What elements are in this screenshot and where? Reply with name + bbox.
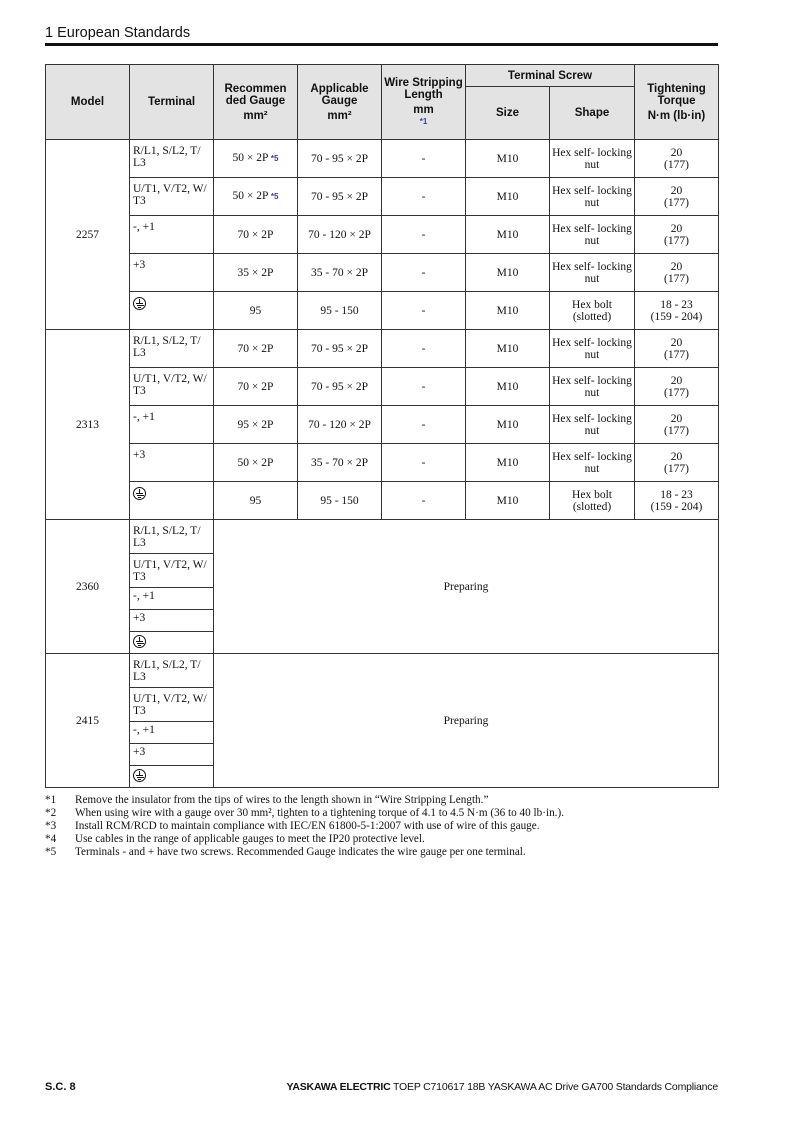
table-row: U/T1, V/T2, W/ T3	[46, 688, 719, 722]
table-row: U/T1, V/T2, W/ T3	[46, 554, 719, 588]
ground-icon	[133, 635, 146, 648]
preparing-status: Preparing	[214, 520, 719, 654]
model-cell: 2313	[46, 330, 130, 520]
col-applicable-gauge: Applicable Gauge mm²	[298, 65, 382, 140]
table-row: 2415 R/L1, S/L2, T/ L3 Preparing	[46, 654, 719, 688]
col-model: Model	[46, 65, 130, 140]
col-torque: Tightening Torque N·m (lb·in)	[635, 65, 719, 140]
table-row: +3	[46, 610, 719, 632]
table-row: 95 95 - 150 - M10 Hex bolt (slotted) 18 - 23 (159 - 204)	[46, 482, 719, 520]
page-number: S.C. 8	[45, 1081, 76, 1093]
table-row: -, +1 70 × 2P 70 - 120 × 2P - M10 Hex self- locking nut 20 (177)	[46, 216, 719, 254]
section-title: 1 European Standards	[45, 25, 191, 41]
terminal-spec-table	[45, 64, 719, 788]
header-rule	[45, 43, 718, 46]
table-row: 2257 R/L1, S/L2, T/ L3 50 × 2P *5 70 - 95 × 2P - M10 Hex self- locking nut 20 (177)	[46, 140, 719, 178]
col-size: Size	[466, 87, 550, 140]
ground-icon	[133, 297, 146, 310]
footnote-ref: *5	[270, 154, 279, 163]
table-row: -, +1 95 × 2P 70 - 120 × 2P - M10 Hex self- locking nut 20 (177)	[46, 406, 719, 444]
col-terminal-screw: Terminal Screw	[466, 65, 635, 87]
footnote: *4 Use cables in the range of applicable gauges to meet the IP20 protective level.	[45, 833, 425, 845]
footnote-ref: *1	[419, 116, 428, 126]
table-row: 2313 R/L1, S/L2, T/ L3 70 × 2P 70 - 95 × 2P - M10 Hex self- locking nut 20 (177)	[46, 330, 719, 368]
model-cell: 2415	[46, 654, 130, 788]
table-row: U/T1, V/T2, W/ T3 50 × 2P *5 70 - 95 × 2P - M10 Hex self- locking nut 20 (177)	[46, 178, 719, 216]
table-row: U/T1, V/T2, W/ T3 70 × 2P 70 - 95 × 2P - M10 Hex self- locking nut 20 (177)	[46, 368, 719, 406]
table-row: 95 95 - 150 - M10 Hex bolt (slotted) 18 - 23 (159 - 204)	[46, 292, 719, 330]
footer-doc-info	[287, 1081, 718, 1093]
footnote: *2 When using wire with a gauge over 30 mm², tighten to a tightening torque of 4.1 to 4.5 N·m (36 to 40 lb·in.).	[45, 807, 564, 819]
ground-icon	[133, 487, 146, 500]
table-row: -, +1	[46, 588, 719, 610]
footnote-ref: *5	[270, 192, 279, 201]
preparing-status: Preparing	[214, 654, 719, 788]
footnote: *3 Install RCM/RCD to maintain compliance with IEC/EN 61800-5-1:2007 with use of wire of this gauge.	[45, 820, 540, 832]
company-name: YASKAWA ELECTRIC	[286, 1081, 391, 1093]
table-row: +3 35 × 2P 35 - 70 × 2P - M10 Hex self- locking nut 20 (177)	[46, 254, 719, 292]
model-cell: 2257	[46, 140, 130, 330]
table-row: +3 50 × 2P 35 - 70 × 2P - M10 Hex self- locking nut 20 (177)	[46, 444, 719, 482]
table-row: 2360 R/L1, S/L2, T/ L3 Preparing	[46, 520, 719, 554]
footnote: *5 Terminals - and + have two screws. Recommended Gauge indicates the wire gauge per one terminal.	[45, 846, 526, 858]
table-row: -, +1	[46, 722, 719, 744]
model-cell: 2360	[46, 520, 130, 654]
col-wire-stripping: Wire Stripping Length mm *1	[382, 65, 466, 140]
col-recommended-gauge: Recommen ded Gauge mm²	[214, 65, 298, 140]
table-row: +3	[46, 744, 719, 766]
footnote: *1 Remove the insulator from the tips of wires to the length shown in “Wire Stripping Length.”	[45, 794, 489, 806]
col-shape: Shape	[550, 87, 635, 140]
ground-icon	[133, 769, 146, 782]
document-id: TOEP C710617 18B YASKAWA AC Drive GA700 Standards Compliance	[393, 1081, 718, 1093]
col-terminal: Terminal	[130, 65, 214, 140]
footnotes	[45, 794, 725, 859]
